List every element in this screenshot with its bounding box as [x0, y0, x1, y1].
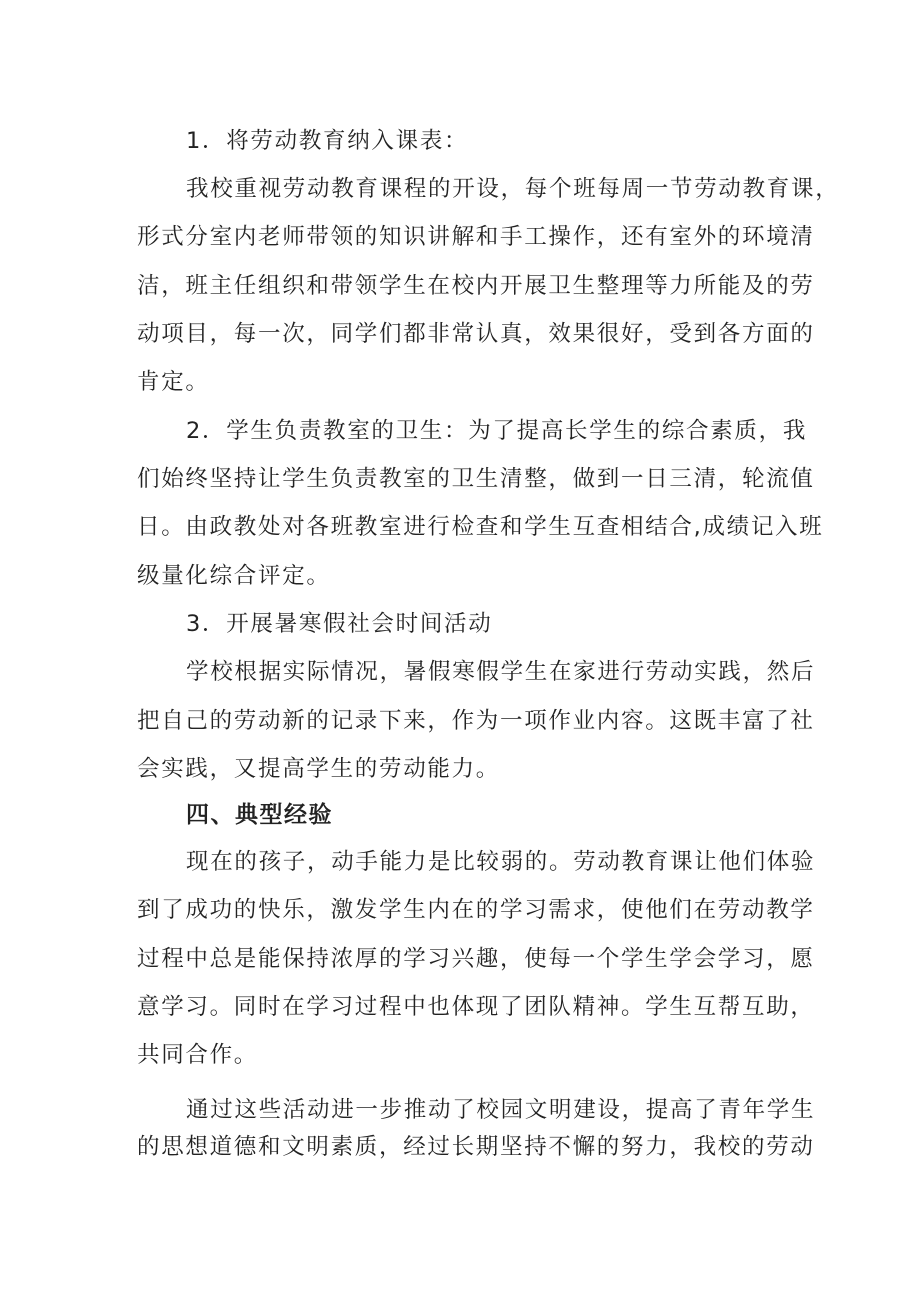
item1-line: 动项目，每一次，同学们都非常认真，效果很好，受到各方面的	[137, 321, 815, 347]
section4-para2-line: 的思想道德和文明素质，经过长期坚持不懈的努力，我校的劳动	[137, 1134, 815, 1160]
section4-para1-line: 过程中总是能保持浓厚的学习兴趣，使每一个学生学会学习，愿	[137, 946, 815, 972]
item2-line: 们始终坚持让学生负责教室的卫生清整，做到一日三清，轮流值	[137, 466, 815, 492]
section4-para1-line: 到了成功的快乐，激发学生内在的学习需求，使他们在劳动教学	[137, 897, 815, 923]
section4-para1-line: 现在的孩子，动手能力是比较弱的。劳动教育课让他们体验	[186, 849, 816, 875]
item2-line: 级量化综合评定。	[137, 563, 331, 589]
item2-line: 日。由政教处对各班教室进行检查和学生互查相结合,成绩记入班	[137, 514, 824, 540]
section4-para1-line: 共同合作。	[137, 1042, 259, 1068]
item3-line: 会实践，又提高学生的劳动能力。	[137, 756, 501, 782]
item3-title: 3．开展暑寒假社会时间活动	[186, 611, 493, 637]
item1-line: 我校重视劳动教育课程的开设，每个班每周一节劳动教育课，	[186, 176, 840, 202]
section4-heading: 四、典型经验	[186, 802, 333, 828]
item1-line: 肯定。	[137, 369, 210, 395]
item1-title: 1．将劳动教育纳入课表：	[186, 128, 469, 154]
item1-line: 洁，班主任组织和带领学生在校内开展卫生整理等力所能及的劳	[137, 273, 815, 299]
item2-line: 2．学生负责教室的卫生：为了提高长学生的综合素质，我	[186, 418, 808, 444]
item1-line: 形式分室内老师带领的知识讲解和手工操作，还有室外的环境清	[137, 224, 815, 250]
item3-line: 学校根据实际情况，暑假寒假学生在家进行劳动实践，然后	[186, 659, 816, 685]
section4-para2-line: 通过这些活动进一步推动了校园文明建设，提高了青年学生	[186, 1097, 816, 1123]
section4-para1-line: 意学习。同时在学习过程中也体现了团队精神。学生互帮互助，	[137, 994, 815, 1020]
item3-line: 把自己的劳动新的记录下来，作为一项作业内容。这既丰富了社	[137, 708, 815, 734]
